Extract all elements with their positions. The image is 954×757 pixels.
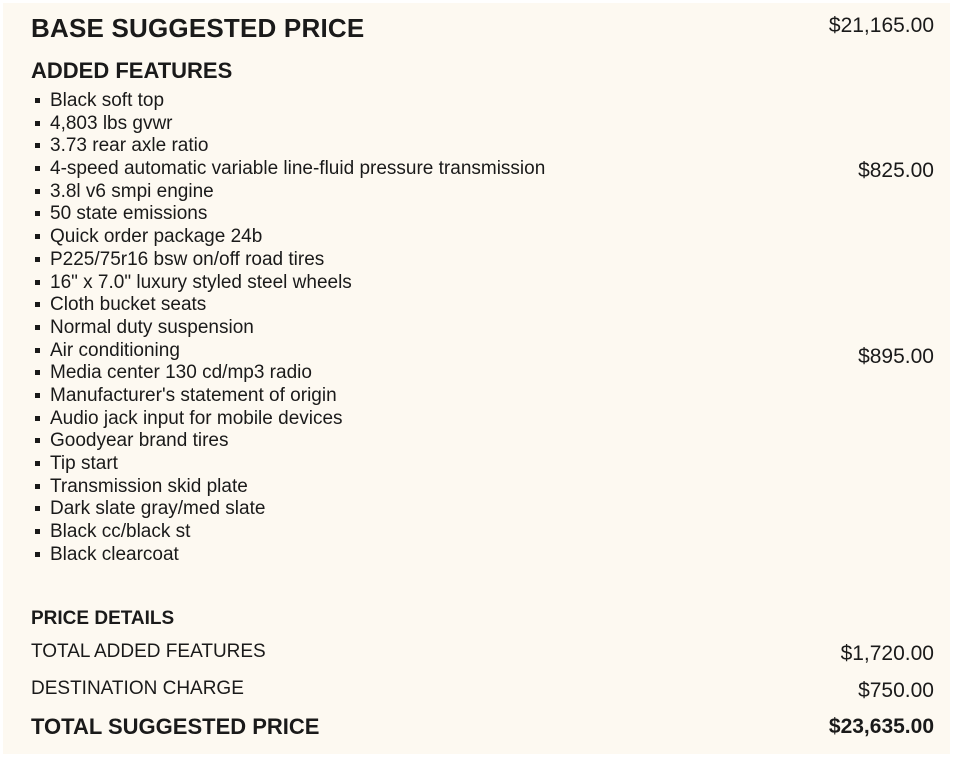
base-price-value: $21,165.00 — [828, 14, 934, 37]
added-features-list — [31, 90, 545, 566]
feature-price-transmission: $825.00 — [858, 159, 934, 182]
bullet-icon — [35, 280, 40, 285]
destination-charge-value: $750.00 — [858, 679, 934, 702]
feature-label: Tip start — [50, 453, 118, 474]
bullet-icon — [35, 257, 40, 262]
bullet-icon — [35, 461, 40, 466]
bullet-icon — [35, 234, 40, 239]
feature-item — [31, 249, 545, 272]
total-suggested-price-label: TOTAL SUGGESTED PRICE — [31, 714, 320, 739]
total-suggested-price-value: $23,635.00 — [828, 715, 934, 738]
feature-label: Dark slate gray/med slate — [50, 498, 266, 520]
feature-item — [31, 498, 545, 521]
feature-label: Media center 130 cd/mp3 radio — [50, 362, 312, 384]
bullet-icon — [35, 484, 40, 489]
feature-label: Transmission skid plate — [50, 475, 248, 497]
feature-item — [31, 544, 545, 567]
feature-label: Manufacturer's statement of origin — [50, 384, 337, 406]
feature-item — [31, 181, 545, 204]
feature-label: P225/75r16 bsw on/off road tires — [50, 248, 325, 270]
feature-item — [31, 272, 545, 295]
bullet-icon — [35, 143, 40, 148]
base-price-label: BASE SUGGESTED PRICE — [31, 13, 365, 43]
feature-label: Normal duty suspension — [50, 316, 254, 338]
feature-item — [31, 113, 545, 136]
feature-item — [31, 203, 545, 226]
feature-item — [31, 90, 545, 113]
feature-label: Cloth bucket seats — [50, 294, 207, 316]
feature-item — [31, 294, 545, 317]
feature-label: 3.8l v6 smpi engine — [50, 180, 214, 202]
feature-price-air-conditioning: $895.00 — [858, 345, 934, 368]
total-added-features-label: TOTAL ADDED FEATURES — [31, 641, 266, 662]
price-sheet — [3, 3, 950, 754]
feature-item — [31, 135, 545, 158]
feature-label: 50 state emissions — [50, 203, 208, 225]
bullet-icon — [35, 302, 40, 307]
bullet-icon — [35, 438, 40, 443]
feature-label: Air conditioning — [50, 339, 180, 361]
feature-item — [31, 340, 545, 363]
bullet-icon — [35, 552, 40, 557]
bullet-icon — [35, 166, 40, 171]
feature-label: Goodyear brand tires — [50, 430, 229, 452]
bullet-icon — [35, 393, 40, 398]
feature-item — [31, 362, 545, 385]
total-added-features-value: $1,720.00 — [840, 642, 934, 665]
bullet-icon — [35, 506, 40, 511]
bullet-icon — [35, 348, 40, 353]
feature-item — [31, 158, 545, 181]
feature-label: 3.73 rear axle ratio — [50, 135, 209, 157]
feature-item — [31, 385, 545, 408]
bullet-icon — [35, 416, 40, 421]
feature-label: Black cc/black st — [50, 521, 191, 543]
feature-label: 16" x 7.0" luxury styled steel wheels — [50, 271, 352, 293]
bullet-icon — [35, 211, 40, 216]
feature-item — [31, 476, 545, 499]
bullet-icon — [35, 529, 40, 534]
bullet-icon — [35, 325, 40, 330]
added-features-heading: ADDED FEATURES — [31, 58, 233, 83]
bullet-icon — [35, 121, 40, 126]
feature-item — [31, 430, 545, 453]
feature-item — [31, 521, 545, 544]
feature-item — [31, 453, 545, 476]
feature-label: 4-speed automatic variable line-fluid pressure transmission — [50, 158, 546, 180]
destination-charge-label: DESTINATION CHARGE — [31, 678, 244, 699]
feature-label: Audio jack input for mobile devices — [50, 407, 343, 429]
feature-label: 4,803 lbs gvwr — [50, 112, 173, 134]
feature-label: Black clearcoat — [50, 543, 179, 565]
feature-label: Black soft top — [50, 90, 165, 111]
feature-item — [31, 317, 545, 340]
feature-item — [31, 408, 545, 431]
bullet-icon — [35, 370, 40, 375]
feature-label: Quick order package 24b — [50, 226, 263, 248]
price-details-heading: PRICE DETAILS — [31, 608, 175, 629]
bullet-icon — [35, 189, 40, 194]
bullet-icon — [35, 98, 40, 103]
feature-item — [31, 226, 545, 249]
